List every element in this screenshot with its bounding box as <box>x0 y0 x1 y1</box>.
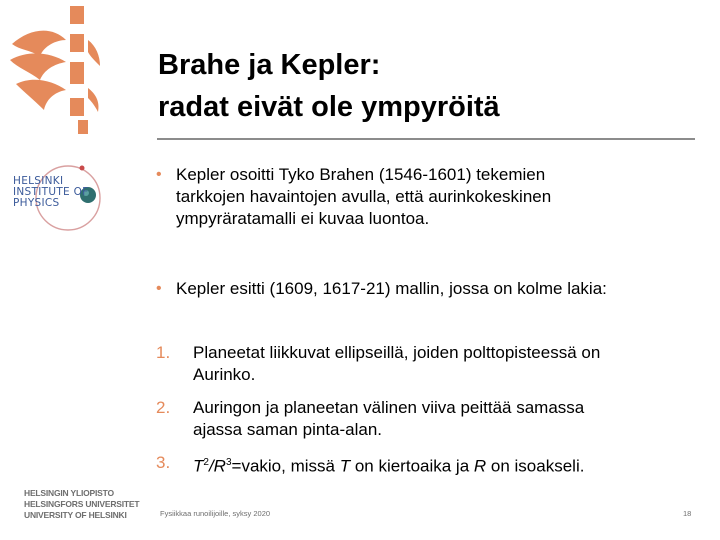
law-text <box>193 342 693 386</box>
bullet-1-line-3: ympyräratamalli ei kuvaa luontoa. <box>176 209 430 228</box>
flame-wing-lower <box>16 80 66 110</box>
bullet-item-2 <box>156 278 696 302</box>
formula-end: on isoakseli. <box>486 456 585 476</box>
title-divider <box>157 138 695 140</box>
university-flame-logo <box>0 0 105 140</box>
formula-period-symbol: T <box>193 456 204 476</box>
law-2-line-1: Auringon ja planeetan välinen viiva peittää samassa <box>193 398 585 417</box>
title-line-1: Brahe ja Kepler: <box>158 49 381 81</box>
slide-title <box>158 44 698 128</box>
law-item-1 <box>156 342 696 388</box>
flame-wing-upper <box>12 31 66 56</box>
hip-line-2: INSTITUTE OF <box>13 186 89 198</box>
flame-wing-middle <box>10 53 66 80</box>
formula-axis-symbol: R <box>473 456 487 476</box>
law-text <box>193 397 693 441</box>
hip-line-3: PHYSICS <box>13 197 60 209</box>
bullet-item-1 <box>156 164 696 236</box>
flame-bottom-block <box>70 98 84 116</box>
bullet-marker: • <box>156 166 162 183</box>
formula-middle: on kiertoaika ja <box>350 456 474 476</box>
law-number: 1. <box>156 343 171 362</box>
law-text <box>193 452 693 478</box>
footer-course: Fysiikkaa runoilijoille, syksy 2020 <box>160 509 271 518</box>
law-1-line-2: Aurinko. <box>193 365 256 384</box>
law-number: 3. <box>156 453 171 472</box>
flame-top-block <box>70 6 84 24</box>
law-number: 2. <box>156 398 171 417</box>
law-item-2 <box>156 397 696 443</box>
bullet-text <box>176 164 696 230</box>
formula-rest: =vakio, missä <box>231 456 340 476</box>
formula-slash-axis: /R <box>208 456 226 476</box>
hip-logo-text <box>13 176 89 209</box>
bullet-1-line-1: Kepler osoitti Tyko Brahen (1546-1601) tekemien <box>176 165 546 184</box>
law-item-3 <box>156 452 696 476</box>
formula-exponent-3: 3 <box>225 457 232 468</box>
bullet-2-line-1: Kepler esitti (1609, 1617-21) mallin, jossa on kolme lakia: <box>176 279 607 298</box>
flame-right-edge <box>88 40 100 66</box>
title-line-2: radat eivät ole ympyröitä <box>158 91 500 123</box>
bullet-marker: • <box>156 280 162 297</box>
flame-center-block <box>70 62 84 84</box>
bullet-text <box>176 278 696 300</box>
formula-period-symbol-2: T <box>339 456 351 476</box>
flame-mid-block <box>70 34 84 52</box>
law-2-line-2: ajassa saman pinta-alan. <box>193 420 383 439</box>
page-number: 18 <box>683 509 692 518</box>
university-line-3: UNIVERSITY OF HELSINKI <box>24 510 127 520</box>
university-line-1: HELSINGIN YLIOPISTO <box>24 488 114 498</box>
law-1-line-1: Planeetat liikkuvat ellipseillä, joiden polttopisteessä on <box>193 343 601 362</box>
university-wordmark <box>24 488 139 521</box>
bullet-1-line-2: tarkkojen havaintojen avulla, että aurinkokeskinen <box>176 187 552 206</box>
flame-right-edge-lower <box>88 88 99 112</box>
flame-base-block <box>78 120 88 134</box>
hip-line-1: HELSINKI <box>13 175 64 187</box>
hip-electron-icon <box>80 166 85 171</box>
formula-exponent-2: 2 <box>203 457 209 468</box>
university-line-2: HELSINGFORS UNIVERSITET <box>24 499 140 509</box>
